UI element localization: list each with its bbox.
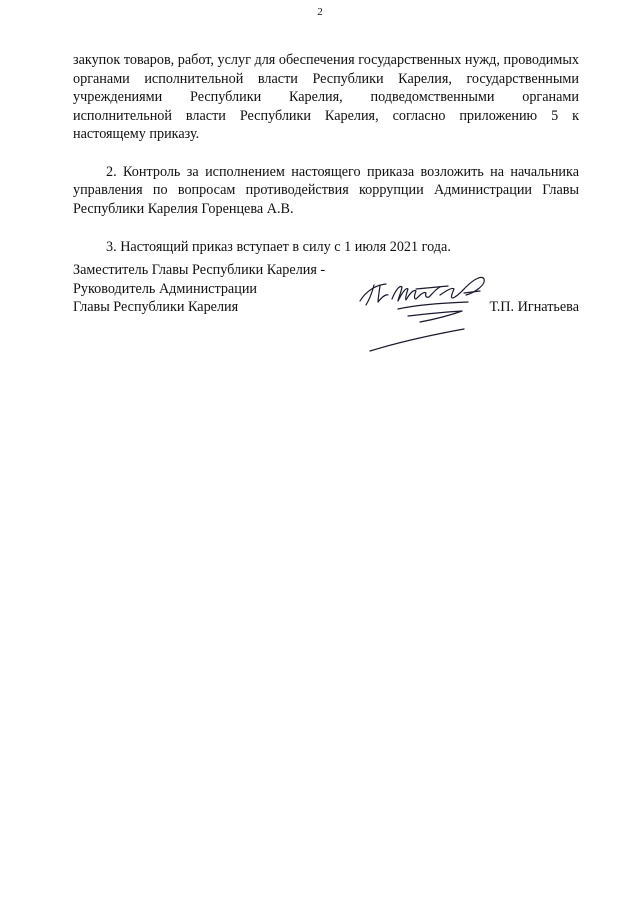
document-body: [73, 51, 579, 257]
paragraph-item-2: 2. Контроль за исполнением настоящего приказа возложить на начальника управления по вопросам противодействия коррупции Администрации Главы Республики Карелия Горенцева А.В.: [73, 163, 579, 217]
page-number: 2: [317, 6, 323, 18]
signature-block: [73, 261, 579, 361]
signatory-name: Т.П. Игнатьева: [489, 299, 579, 315]
signatory-title: [73, 261, 325, 317]
signatory-title-line: Руководитель Администрации: [73, 280, 258, 297]
paragraph-continuation: закупок товаров, работ, услуг для обеспечения государственных нужд, проводимых органами исполнительной власти Республики Карелия, государственными учреждениями Республики Карелия, подведомственными органами исполнительной власти Республики Карелия, согласно приложению 5 к настоящему приказу.: [73, 52, 579, 142]
handwritten-signature-icon: [356, 269, 496, 357]
paragraph-item-3: 3. Настоящий приказ вступает в силу с 1 июля 2021 года.: [106, 239, 451, 255]
signatory-title-line: Главы Республики Карелия: [73, 299, 239, 315]
signatory-title-line: Заместитель Главы Республики Карелия -: [73, 262, 326, 278]
